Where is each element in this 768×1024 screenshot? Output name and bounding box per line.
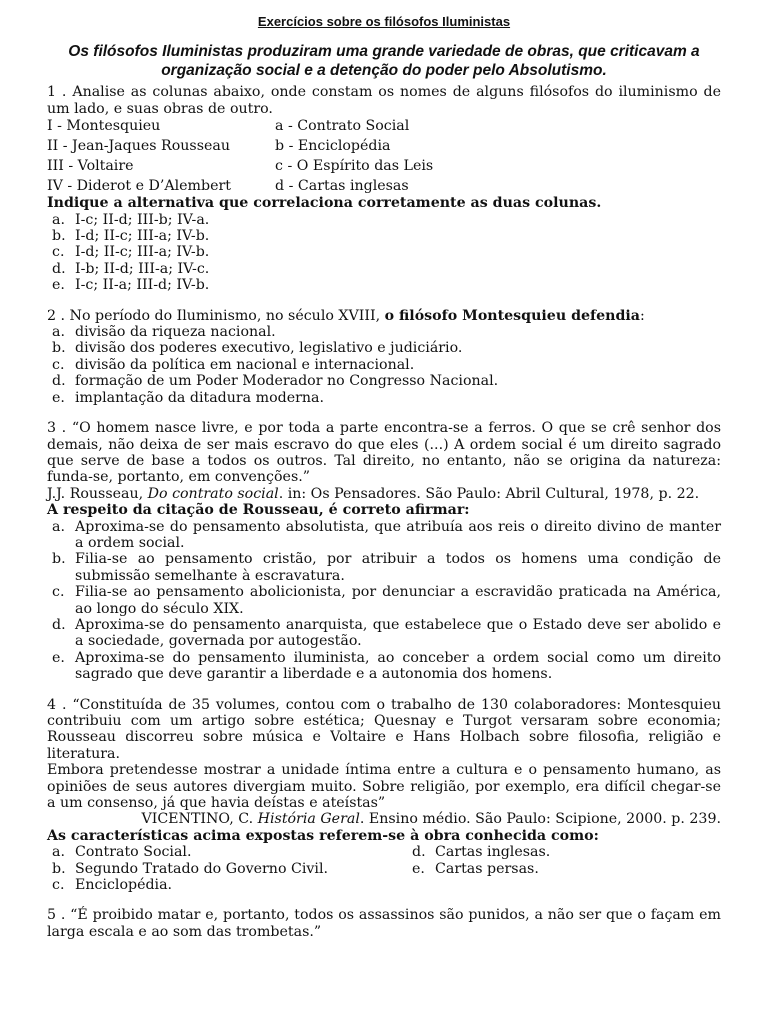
right-column-item: d - Cartas inglesas (275, 178, 409, 195)
option-letter: b. (52, 551, 66, 568)
option-text: I-c; II-d; III-b; IV-a. (75, 211, 210, 228)
option-letter: b. (52, 228, 66, 245)
left-column-item: I - Montesquieu (47, 118, 161, 135)
option-item[interactable] (407, 844, 721, 860)
option-text: formação de um Poder Moderador no Congresso Nacional. (75, 373, 499, 390)
option-text: Segundo Tratado do Governo Civil. (75, 860, 328, 877)
option-text: divisão da política em nacional e internacional. (75, 356, 415, 373)
option-letter: a. (52, 518, 65, 535)
option-text: Filia-se ao pensamento cristão, por atribuir a todos os homens uma condição de submissão semelhante à escravatura. (75, 551, 721, 584)
question-1-stem: 1 . Analise as colunas abaixo, onde constam os nomes de alguns filósofos do iluminismo de um lado, e suas obras de outro. (47, 84, 721, 117)
question-4-instruction (47, 828, 721, 844)
option-text: divisão da riqueza nacional. (75, 324, 276, 341)
option-text: Aproxima-se do pensamento absolutista, que atribuía aos reis o direito divino de manter a ordem social. (75, 518, 721, 551)
question-3-options (47, 519, 721, 683)
option-item[interactable] (407, 861, 721, 877)
option-item[interactable] (47, 340, 721, 356)
question-2-options (47, 324, 721, 406)
option-item[interactable] (47, 551, 721, 584)
left-column-item: IV - Diderot e D’Alembert (47, 178, 231, 195)
question-4-quote-part-1: 4 . “Constituída de 35 volumes, contou com o trabalho de 130 colaboradores: Montesquieu contribuiu com um artigo sobre estética; Quesnay e Turgot versaram sobre economia; Rousseau discorreu sobre música e Voltaire e Hans Holbach sobre filosofia, religião e literatura. (47, 696, 721, 762)
option-text: I-b; II-d; III-a; IV-c. (75, 260, 210, 277)
option-letter: a. (52, 324, 65, 341)
option-item[interactable] (47, 519, 721, 552)
question-4-source (47, 811, 721, 827)
option-letter: d. (52, 616, 66, 633)
question-4 (47, 697, 721, 894)
option-item[interactable] (47, 261, 721, 277)
option-letter: c. (52, 244, 65, 261)
option-item[interactable] (47, 373, 721, 389)
option-letter: e. (52, 389, 65, 406)
option-item[interactable] (47, 617, 721, 650)
right-column-item: b - Enciclopédia (275, 138, 391, 155)
option-letter: b. (52, 340, 66, 357)
question-3 (47, 420, 721, 683)
question-3-quote: 3 . “O homem nasce livre, e por toda a parte encontra-se a ferros. O que se crê senhor dos demais, não deixa de ser mais escravo do que eles (...) A ordem social é um direito sagrado que serve de base a todos os outros. Tal direito, no entanto, não se origina da natureza: funda-se, portanto, em convenções.” (47, 420, 721, 486)
question-3-instruction-bold: A respeito da citação de Rousseau, é correto afirmar (47, 502, 465, 519)
option-letter: a. (52, 844, 65, 861)
question-2-stem-bold: o filósofo Montesquieu defendia (384, 307, 640, 324)
page-title: Exercícios sobre os filósofos Iluministas (257, 14, 511, 29)
option-item[interactable] (47, 844, 407, 860)
option-letter: e. (52, 649, 65, 666)
option-letter: e. (412, 860, 425, 877)
source-title: História Geral (257, 811, 360, 828)
question-4-instruction-end: : (593, 827, 599, 844)
option-letter: c. (52, 584, 65, 601)
option-letter: b. (52, 860, 66, 877)
option-item[interactable] (47, 861, 407, 877)
source-author: J.J. Rousseau, (47, 485, 148, 502)
source-title: Do contrato social (147, 485, 279, 502)
option-item[interactable] (47, 244, 721, 260)
document-page (47, 14, 721, 940)
option-item[interactable] (47, 390, 721, 406)
option-text: Contrato Social. (75, 844, 192, 861)
option-letter: c. (52, 356, 65, 373)
option-item[interactable] (47, 357, 721, 373)
question-1-options (47, 212, 721, 294)
option-letter: a. (52, 211, 65, 228)
question-3-instruction-end: : (464, 502, 470, 519)
question-4-options (47, 844, 721, 893)
right-column-item: a - Contrato Social (275, 118, 410, 135)
option-text: I-d; II-c; III-a; IV-b. (75, 228, 210, 245)
option-item[interactable] (47, 877, 407, 893)
option-text: I-d; II-c; III-a; IV-b. (75, 244, 210, 261)
option-text: Filia-se ao pensamento abolicionista, por denunciar a escravidão praticada na América, ao longo do século XIX. (75, 584, 721, 617)
option-text: Enciclopédia. (75, 877, 173, 894)
source-rest: . Ensino médio. São Paulo: Scipione, 2000. p. 239. (359, 811, 721, 828)
option-letter: c. (52, 877, 65, 894)
question-4-instruction-bold: As características acima expostas referem-se à obra conhecida como (47, 827, 594, 844)
option-text: Aproxima-se do pensamento anarquista, que estabelece que o Estado deve ser abolido e a sociedade, governada por autogestão. (75, 616, 721, 650)
option-item[interactable] (47, 277, 721, 293)
left-column-item: II - Jean-Jaques Rousseau (47, 138, 230, 155)
option-text: Aproxima-se do pensamento iluminista, ao conceber a ordem social como um direito sagrado que deve garantir a liberdade e a autonomia dos homens. (75, 649, 721, 683)
question-5 (47, 907, 721, 940)
option-text: I-c; II-a; III-d; IV-b. (75, 277, 210, 294)
option-item[interactable] (47, 212, 721, 228)
question-2-stem-plain: 2 . No período do Iluminismo, no século XVIII, (47, 307, 385, 324)
option-item[interactable] (47, 584, 721, 617)
option-text: divisão dos poderes executivo, legislativo e judiciário. (75, 340, 463, 357)
question-4-quote-part-2: Embora pretendesse mostrar a unidade íntima entre a cultura e o pensamento humano, as opiniões de seus autores divergiam muito. Sobre religião, por exemplo, era difícil chegar-se a um consenso, já que havia deístas e ateístas” (47, 762, 721, 812)
source-rest: . in: Os Pensadores. São Paulo: Abril Cultural, 1978, p. 22. (278, 485, 700, 502)
option-letter: e. (52, 277, 65, 294)
option-text: Cartas persas. (435, 860, 539, 877)
source-author: VICENTINO, C. (141, 811, 258, 828)
question-1-instruction: Indique a alternativa que correlaciona corretamente as duas colunas. (47, 195, 602, 212)
question-2-stem-end: : (639, 307, 645, 324)
question-1 (47, 84, 721, 293)
left-column-item: III - Voltaire (47, 158, 134, 175)
question-3-source (47, 486, 721, 502)
matching-columns (47, 117, 721, 195)
question-2-stem (47, 308, 721, 324)
question-2 (47, 308, 721, 406)
question-5-quote: 5 . “É proibido matar e, portanto, todos os assassinos são punidos, a não ser que o façam em larga escala e ao som das trombetas.” (47, 907, 721, 940)
right-column-item: c - O Espírito das Leis (275, 158, 434, 175)
option-item[interactable] (47, 324, 721, 340)
option-text: implantação da ditadura moderna. (75, 389, 324, 406)
option-letter: d. (412, 844, 426, 861)
option-item[interactable] (47, 650, 721, 683)
question-3-instruction (47, 502, 721, 518)
option-letter: d. (52, 260, 66, 277)
option-item[interactable] (47, 228, 721, 244)
option-text: Cartas inglesas. (435, 844, 551, 861)
option-letter: d. (52, 373, 66, 390)
intro-text: Os filósofos Iluministas produziram uma grande variedade de obras, que criticavam a organização social e a detenção do poder pelo Absolutismo. (68, 43, 700, 80)
